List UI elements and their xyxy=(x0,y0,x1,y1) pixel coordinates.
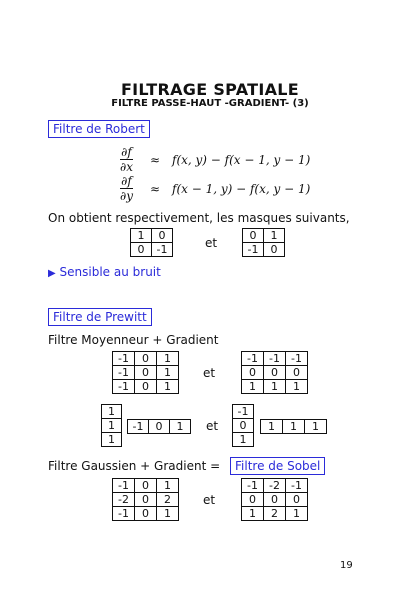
matrix-cell: -2 xyxy=(264,479,286,493)
matrix-cell: -1 xyxy=(286,479,308,493)
matrix-row xyxy=(113,479,179,493)
matrix-row xyxy=(233,433,254,447)
matrix-cell: 1 xyxy=(157,352,179,366)
matrix-row xyxy=(131,229,173,243)
matrix-cell: 0 xyxy=(135,507,157,521)
matrix-cell: -1 xyxy=(128,420,149,434)
matrix-cell: 1 xyxy=(157,479,179,493)
approx-symbol: ≈ xyxy=(150,153,161,167)
matrix-table xyxy=(232,404,254,447)
matrix-table xyxy=(101,404,122,447)
matrix-cell: 2 xyxy=(157,493,179,507)
prewitt-row-vector-a xyxy=(127,419,191,434)
prewitt-mask-y xyxy=(241,351,308,394)
matrix-row xyxy=(113,493,179,507)
matrix-row xyxy=(113,366,179,380)
matrix-cell: -1 xyxy=(152,243,173,257)
matrix-cell: 0 xyxy=(286,493,308,507)
matrix-cell: -1 xyxy=(233,405,254,419)
prewitt-column-vector-b xyxy=(232,404,254,447)
partial-y-fraction xyxy=(120,174,133,203)
matrix-cell: 0 xyxy=(286,366,308,380)
matrix-cell: 0 xyxy=(264,366,286,380)
matrix-table xyxy=(130,228,173,257)
robert-rhs-x: f(x, y) − f(x − 1, y − 1) xyxy=(172,153,311,167)
matrix-cell: 0 xyxy=(149,420,170,434)
page-title: FILTRAGE SPATIALE xyxy=(120,80,300,99)
matrix-cell: 1 xyxy=(157,507,179,521)
matrix-cell: 1 xyxy=(261,420,283,434)
matrix-cell: 2 xyxy=(264,507,286,521)
matrix-table xyxy=(241,478,308,521)
matrix-row xyxy=(113,507,179,521)
et-label: et xyxy=(205,236,218,250)
matrix-row xyxy=(261,420,327,434)
matrix-row xyxy=(242,493,308,507)
matrix-cell: -1 xyxy=(286,352,308,366)
matrix-row xyxy=(242,479,308,493)
robert-equation-x xyxy=(120,145,133,174)
sobel-mask-y xyxy=(241,478,308,521)
fraction-denominator: ∂x xyxy=(120,160,133,174)
prewitt-description: Filtre Moyenneur + Gradient xyxy=(48,333,219,347)
matrix-cell: -2 xyxy=(113,493,135,507)
matrix-cell: 0 xyxy=(243,229,264,243)
matrix-cell: 0 xyxy=(264,493,286,507)
matrix-cell: 1 xyxy=(131,229,152,243)
prewitt-column-vector-a xyxy=(101,404,122,447)
matrix-cell: 1 xyxy=(286,507,308,521)
matrix-cell: -1 xyxy=(264,352,286,366)
matrix-row xyxy=(128,420,191,434)
et-label: et xyxy=(203,493,216,507)
matrix-cell: 1 xyxy=(102,433,122,447)
robert-mask-1 xyxy=(130,228,173,257)
matrix-row xyxy=(243,229,285,243)
robert-note-text: Sensible au bruit xyxy=(59,265,161,279)
fraction-numerator: ∂f xyxy=(121,174,132,188)
matrix-row xyxy=(242,507,308,521)
matrix-cell: -1 xyxy=(113,479,135,493)
matrix-cell: 0 xyxy=(131,243,152,257)
robert-rhs-y: f(x − 1, y) − f(x, y − 1) xyxy=(172,182,311,196)
robert-note xyxy=(48,265,161,279)
matrix-table xyxy=(260,419,327,434)
matrix-cell: 0 xyxy=(152,229,173,243)
fraction-denominator: ∂y xyxy=(120,189,133,203)
matrix-cell: 1 xyxy=(242,507,264,521)
matrix-cell: 1 xyxy=(305,420,327,434)
matrix-row xyxy=(131,243,173,257)
arrow-right-icon: ▶ xyxy=(48,268,56,279)
matrix-cell: 1 xyxy=(157,380,179,394)
matrix-cell: 0 xyxy=(242,493,264,507)
matrix-cell: 1 xyxy=(264,380,286,394)
page-number: 19 xyxy=(340,560,353,571)
matrix-cell: 0 xyxy=(233,419,254,433)
prewitt-heading: Filtre de Prewitt xyxy=(48,308,152,326)
matrix-table xyxy=(242,228,285,257)
matrix-cell: 0 xyxy=(135,366,157,380)
matrix-cell: -1 xyxy=(113,366,135,380)
matrix-cell: -1 xyxy=(113,380,135,394)
matrix-cell: 0 xyxy=(135,493,157,507)
robert-equation-y xyxy=(120,174,133,203)
matrix-cell: 1 xyxy=(283,420,305,434)
matrix-cell: 1 xyxy=(286,380,308,394)
matrix-table xyxy=(112,478,179,521)
matrix-row xyxy=(113,352,179,366)
page-subtitle: FILTRE PASSE-HAUT -GRADIENT- (3) xyxy=(111,98,309,109)
matrix-table xyxy=(241,351,308,394)
matrix-cell: 1 xyxy=(102,405,122,419)
et-label: et xyxy=(206,419,219,433)
matrix-cell: -1 xyxy=(243,243,264,257)
robert-mask-2 xyxy=(242,228,285,257)
matrix-table xyxy=(112,351,179,394)
matrix-row xyxy=(242,352,308,366)
matrix-row xyxy=(242,366,308,380)
matrix-cell: -1 xyxy=(113,507,135,521)
matrix-row xyxy=(102,433,122,447)
matrix-cell: 1 xyxy=(242,380,264,394)
partial-x-fraction xyxy=(120,145,133,174)
matrix-row xyxy=(242,380,308,394)
matrix-table xyxy=(127,419,191,434)
matrix-cell: 0 xyxy=(135,352,157,366)
matrix-cell: 1 xyxy=(102,419,122,433)
matrix-row xyxy=(233,405,254,419)
sobel-heading: Filtre de Sobel xyxy=(230,457,325,475)
matrix-cell: -1 xyxy=(242,479,264,493)
matrix-cell: 1 xyxy=(170,420,191,434)
matrix-cell: 1 xyxy=(264,229,285,243)
sobel-description: Filtre Gaussien + Gradient = xyxy=(48,459,221,473)
sobel-mask-x xyxy=(112,478,179,521)
matrix-row xyxy=(243,243,285,257)
et-label: et xyxy=(203,366,216,380)
matrix-row xyxy=(233,419,254,433)
prewitt-row-vector-b xyxy=(260,419,327,434)
fraction-numerator: ∂f xyxy=(121,145,132,159)
approx-symbol: ≈ xyxy=(150,182,161,196)
matrix-row xyxy=(113,380,179,394)
matrix-cell: 0 xyxy=(135,380,157,394)
matrix-cell: 0 xyxy=(264,243,285,257)
matrix-cell: -1 xyxy=(113,352,135,366)
matrix-cell: -1 xyxy=(242,352,264,366)
matrix-row xyxy=(102,419,122,433)
matrix-cell: 1 xyxy=(157,366,179,380)
matrix-cell: 0 xyxy=(242,366,264,380)
matrix-cell: 1 xyxy=(233,433,254,447)
robert-heading: Filtre de Robert xyxy=(48,120,150,138)
prewitt-mask-x xyxy=(112,351,179,394)
matrix-row xyxy=(102,405,122,419)
matrix-cell: 0 xyxy=(135,479,157,493)
masks-intro-text: On obtient respectivement, les masques suivants, xyxy=(48,211,350,225)
